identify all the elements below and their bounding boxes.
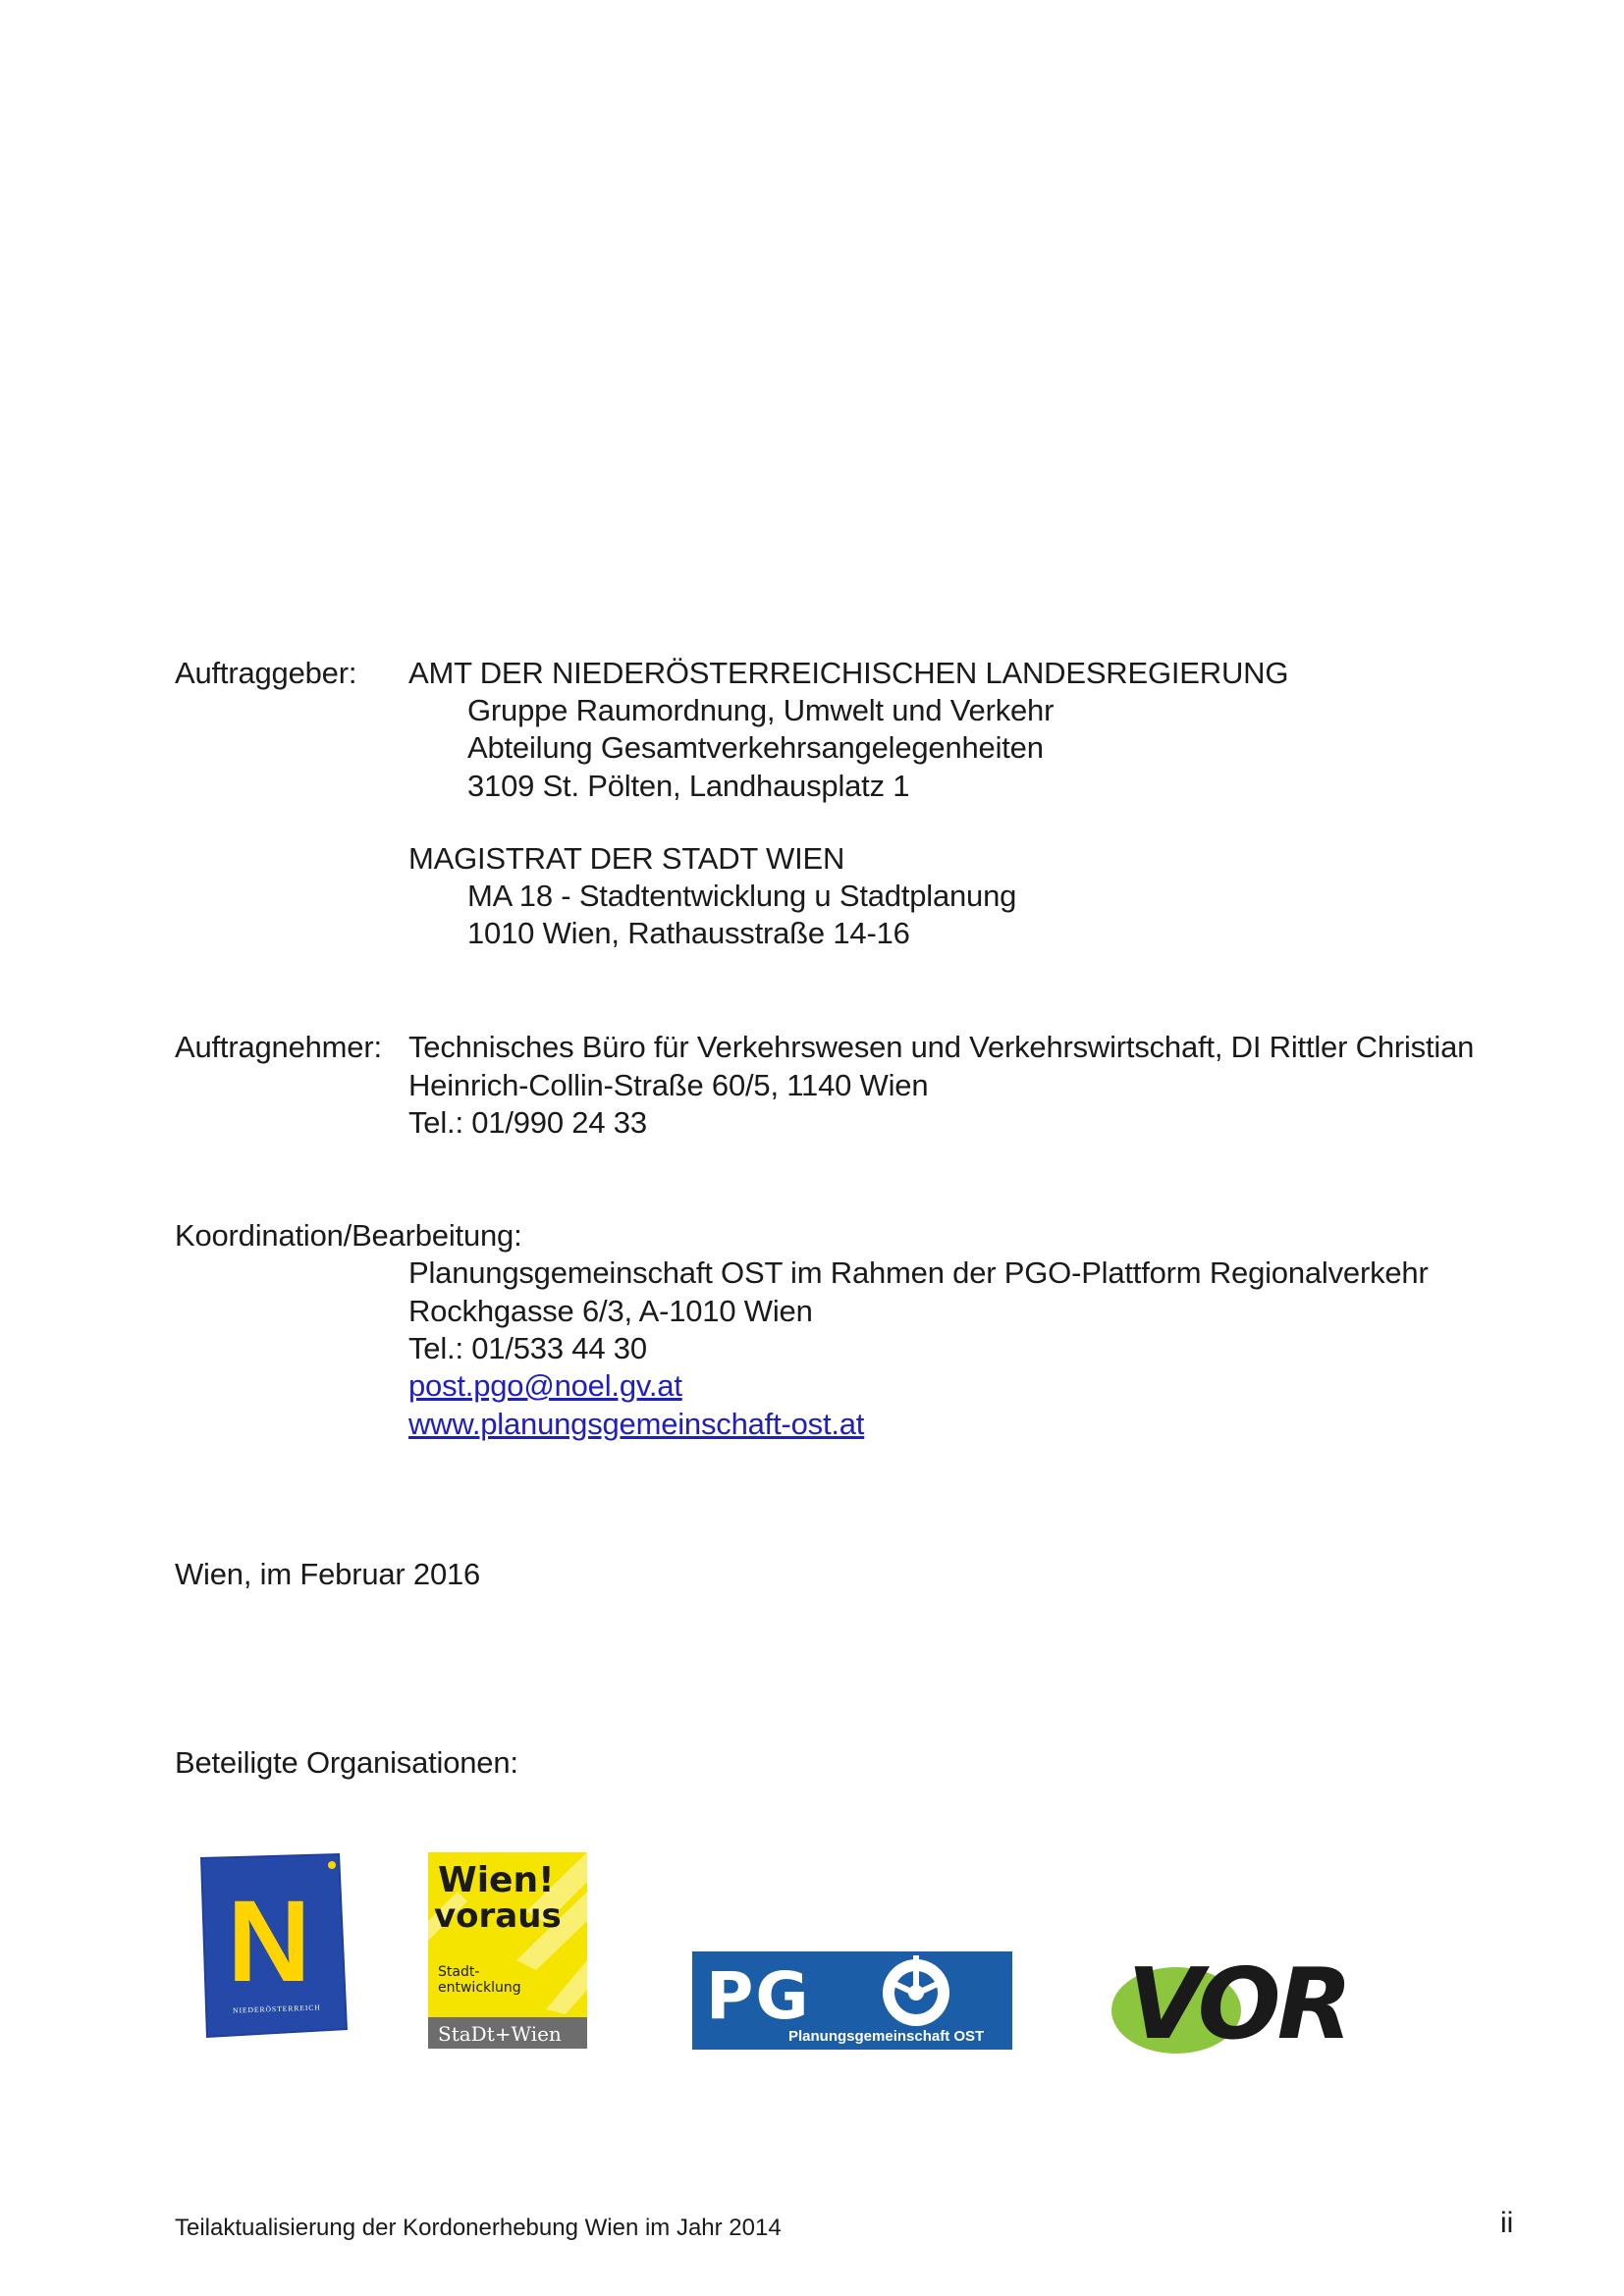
auftragnehmer-line-2: Heinrich-Collin-Straße 60/5, 1140 Wien bbox=[408, 1068, 929, 1102]
vor-logo bbox=[1108, 1942, 1461, 2062]
website-link[interactable]: www.planungsgemeinschaft-ost.at bbox=[408, 1407, 865, 1441]
pgo-logo bbox=[692, 1951, 1012, 2055]
wien-voraus-logo bbox=[428, 1852, 587, 2054]
page-number: ii bbox=[1500, 2207, 1514, 2239]
vor-text: VOR bbox=[1127, 1947, 1349, 2057]
org1-line-2: Abteilung Gesamtverkehrsangelegenheiten bbox=[467, 730, 1044, 765]
noe-logo bbox=[192, 1851, 353, 2045]
pgo-text: PG bbox=[706, 1958, 811, 2034]
org2-name: MAGISTRAT DER STADT WIEN bbox=[408, 841, 845, 876]
auftragnehmer-line-3: Tel.: 01/990 24 33 bbox=[408, 1105, 647, 1140]
org2-line-2: 1010 Wien, Rathausstraße 14-16 bbox=[467, 916, 910, 950]
koordination-line-1: Planungsgemeinschaft OST im Rahmen der PGO-Plattform Regionalverkehr bbox=[408, 1255, 1429, 1290]
org1-name: AMT DER NIEDERÖSTERREICHISCHEN LANDESREGIERUNG bbox=[408, 656, 1289, 690]
org1-line-3: 3109 St. Pölten, Landhausplatz 1 bbox=[467, 769, 910, 803]
org2-line-1: MA 18 - Stadtentwicklung u Stadtplanung bbox=[467, 879, 1017, 913]
wien-footer: StaDt+Wien bbox=[438, 2022, 562, 2046]
org1-line-1: Gruppe Raumordnung, Umwelt und Verkehr bbox=[467, 693, 1055, 727]
koordination-line-3: Tel.: 01/533 44 30 bbox=[408, 1331, 647, 1365]
auftraggeber-label: Auftraggeber: bbox=[175, 656, 357, 690]
email-link[interactable]: post.pgo@noel.gv.at bbox=[408, 1368, 682, 1403]
koordination-label: Koordination/Bearbeitung: bbox=[175, 1218, 522, 1253]
page-footer: Teilaktualisierung der Kordonerhebung Wien im Jahr 2014 bbox=[175, 2215, 782, 2241]
wien-line2: voraus bbox=[434, 1896, 562, 1936]
date-line: Wien, im Februar 2016 bbox=[175, 1557, 481, 1591]
noe-text: NIEDERÖSTERREICH bbox=[232, 2002, 321, 2015]
wien-line1: Wien! bbox=[438, 1860, 555, 1900]
auftragnehmer-line-1: Technisches Büro für Verkehrswesen und Verkehrswirtschaft, DI Rittler Christian bbox=[408, 1030, 1475, 1064]
auftragnehmer-label: Auftragnehmer: bbox=[175, 1030, 382, 1064]
noe-letter: N bbox=[227, 1877, 311, 2006]
wien-line3: Stadt- bbox=[438, 1964, 480, 1980]
wien-line4: entwicklung bbox=[438, 1980, 521, 1996]
beteiligte-label: Beteiligte Organisationen: bbox=[175, 1745, 518, 1780]
koordination-line-2: Rockhgasse 6/3, A-1010 Wien bbox=[408, 1294, 813, 1328]
pgo-subtitle: Planungsgemeinschaft OST bbox=[788, 2028, 985, 2045]
